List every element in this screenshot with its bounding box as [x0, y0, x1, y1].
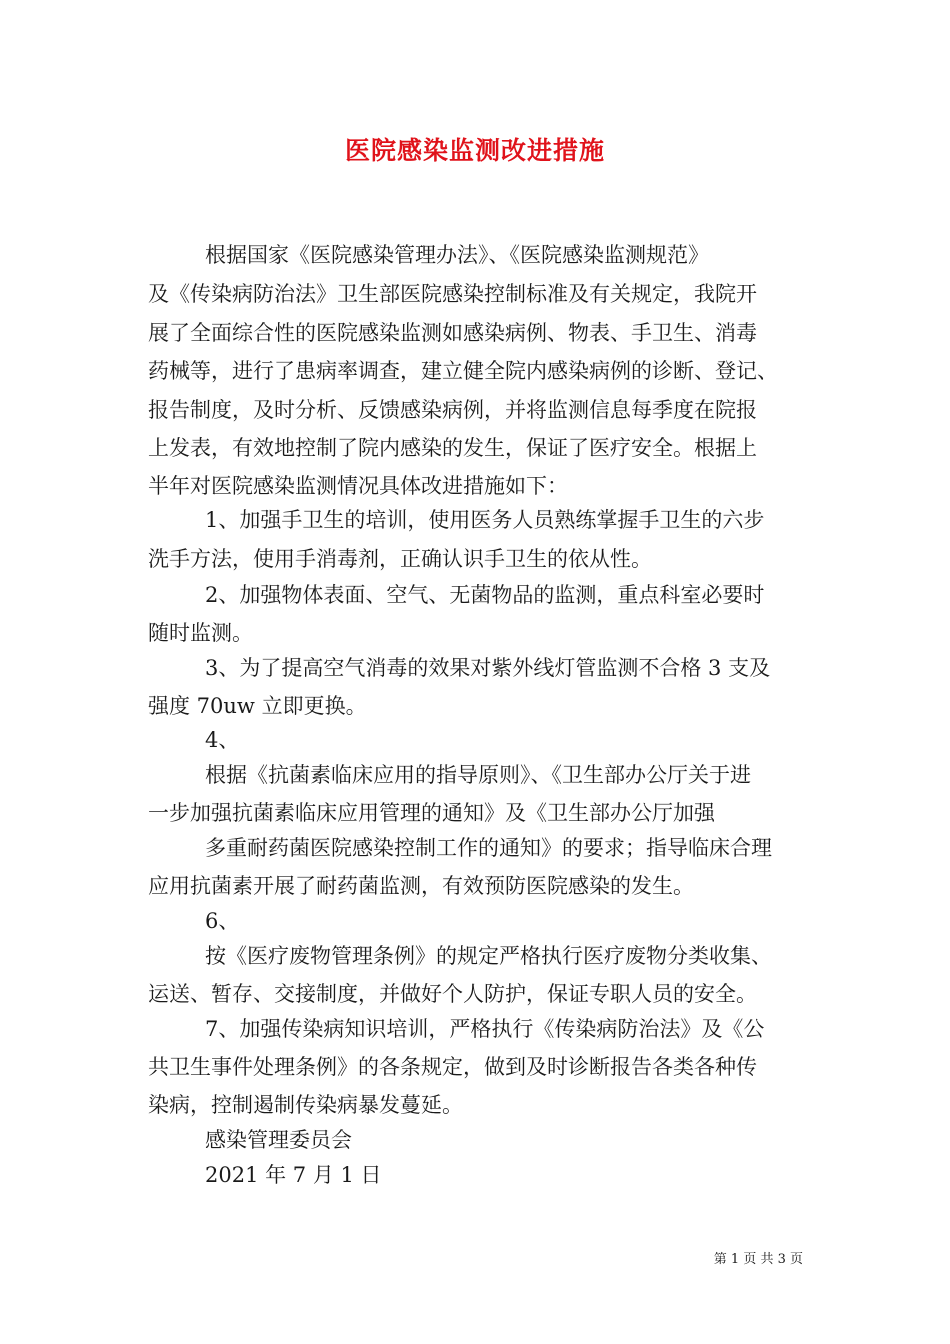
body-line: 2、加强物体表面、空气、无菌物品的监测，重点科室必要时 — [205, 583, 765, 607]
body-line: 6、 — [205, 909, 240, 933]
body-line: 强度 70uw 立即更换。 — [148, 694, 367, 718]
body-line: 应用抗菌素开展了耐药菌监测，有效预防医院感染的发生。 — [148, 874, 694, 898]
page-title: 医院感染监测改进措施 — [344, 136, 605, 165]
body-line: 染病，控制遏制传染病暴发蔓延。 — [148, 1093, 463, 1117]
body-line: 共卫生事件处理条例》的各条规定，做到及时诊断报告各类各种传 — [148, 1055, 757, 1079]
body-line: 根据《抗菌素临床应用的指导原则》、《卫生部办公厅关于进 — [205, 763, 751, 787]
body-line: 及《传染病防治法》卫生部医院感染控制标准及有关规定，我院开 — [148, 282, 757, 306]
body-line: 4、 — [205, 728, 240, 752]
page-number: 第 1 页 共 3 页 — [713, 1252, 803, 1267]
body-line: 药械等，进行了患病率调查，建立健全院内感染病例的诊断、登记、 — [148, 359, 778, 383]
signature-org: 感染管理委员会 — [205, 1128, 352, 1152]
body-line: 随时监测。 — [148, 621, 253, 645]
body-line: 7、加强传染病知识培训，严格执行《传染病防治法》及《公 — [205, 1017, 765, 1041]
body-line: 半年对医院感染监测情况具体改进措施如下： — [148, 474, 568, 498]
body-line: 洗手方法，使用手消毒剂，正确认识手卫生的依从性。 — [148, 547, 652, 571]
body-line: 运送、暂存、交接制度，并做好个人防护，保证专职人员的安全。 — [148, 982, 757, 1006]
body-line: 多重耐药菌医院感染控制工作的通知》的要求；指导临床合理 — [205, 836, 772, 860]
body-line: 按《医疗废物管理条例》的规定严格执行医疗废物分类收集、 — [205, 944, 772, 968]
body-line: 根据国家《医院感染管理办法》、《医院感染监测规范》 — [205, 243, 709, 267]
signature-date: 2021 年 7 月 1 日 — [205, 1163, 382, 1187]
body-line: 1、加强手卫生的培训，使用医务人员熟练掌握手卫生的六步 — [205, 508, 765, 532]
body-line: 上发表，有效地控制了院内感染的发生，保证了医疗安全。根据上 — [148, 436, 757, 460]
body-line: 展了全面综合性的医院感染监测如感染病例、物表、手卫生、消毒 — [148, 321, 757, 345]
body-line: 一步加强抗菌素临床应用管理的通知》及《卫生部办公厅加强 — [148, 801, 715, 825]
body-line: 3、为了提高空气消毒的效果对紫外线灯管监测不合格 3 支及 — [205, 656, 771, 680]
body-line: 报告制度，及时分析、反馈感染病例，并将监测信息每季度在院报 — [148, 398, 757, 422]
